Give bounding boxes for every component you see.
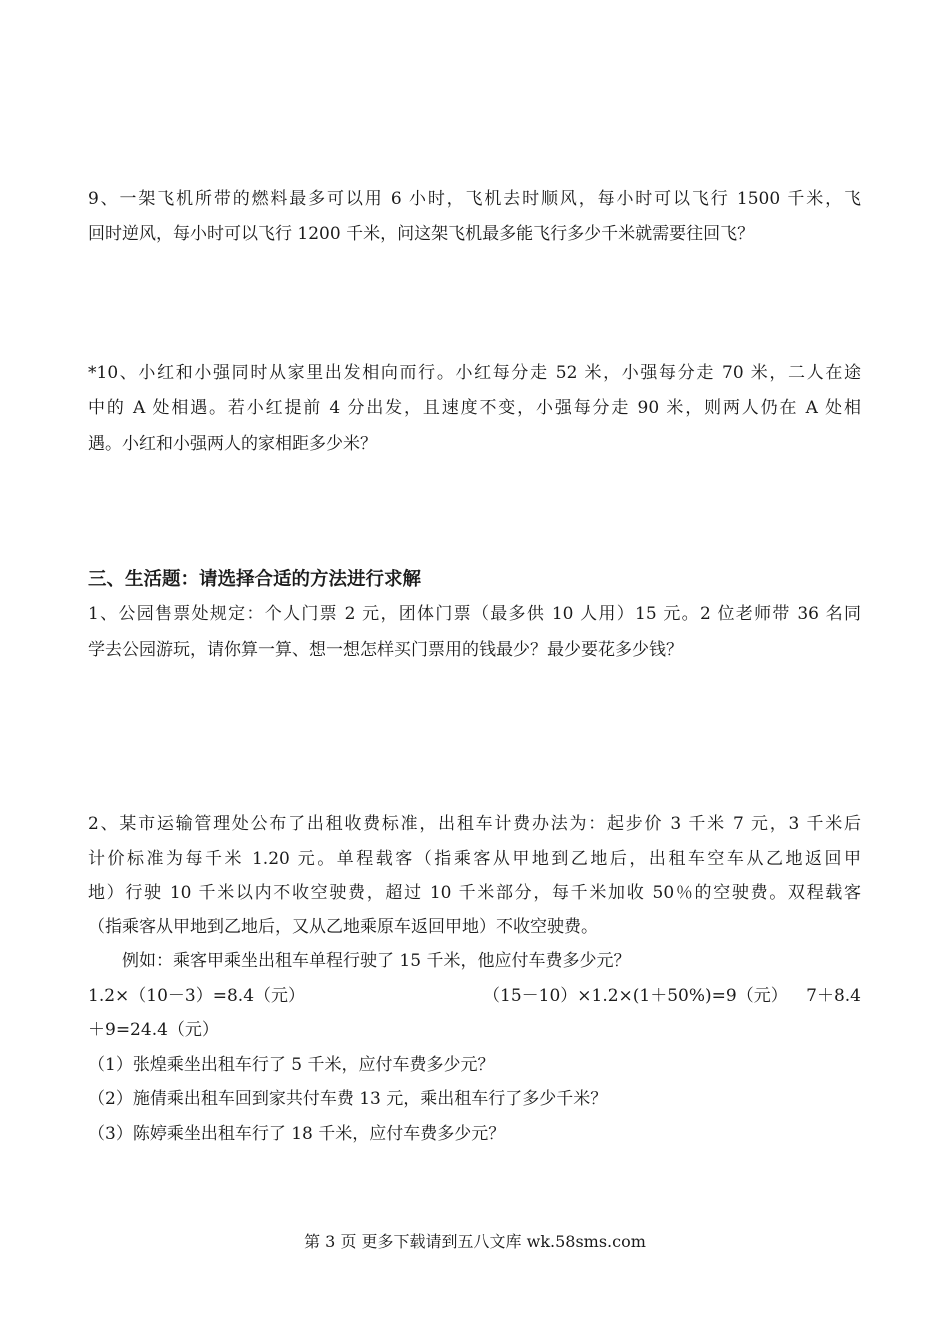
p2-sub-1: （1）张煌乘坐出租车行了 5 千米，应付车费多少元？ <box>88 1055 495 1075</box>
calc-step-1: 1.2×（10－3）=8.4（元） <box>88 986 306 1006</box>
p1-line-1: 1、公园售票处规定：个人门票 2 元，团体门票（最多供 10 人用）15 元。2 位老师带 36 名同 <box>88 604 861 624</box>
p2-line-3: 地）行驶 10 千米以内不收空驶费，超过 10 千米部分，每千米加收 50％的空驶费。双程载客 <box>88 883 861 903</box>
p2-sub-3: （3）陈婷乘坐出租车行了 18 千米，应付车费多少元？ <box>88 1124 506 1144</box>
calc-step-3b: ＋9=24.4（元） <box>88 1020 219 1040</box>
calc-step-2: （15－10）×1.2×(1＋50%)=9（元） <box>483 986 788 1006</box>
p2-sub-2: （2）施倩乘出租车回到家共付车费 13 元，乘出租车行了多少千米？ <box>88 1089 608 1109</box>
p2-line-2: 计价标准为每千米 1.20 元。单程载客（指乘客从甲地到乙地后，出租车空车从乙地返回甲 <box>88 849 861 869</box>
p1-line-2: 学去公园游玩，请你算一算、想一想怎样买门票用的钱最少？最少要花多少钱？ <box>88 640 683 660</box>
q9-line-1: 9、一架飞机所带的燃料最多可以用 6 小时，飞机去时顺风，每小时可以飞行 1500 千米，飞 <box>88 189 861 209</box>
p2-calc-row <box>88 986 861 1006</box>
q10-line-1: *10、小红和小强同时从家里出发相向而行。小红每分走 52 米，小强每分走 70 米，二人在途 <box>88 363 861 383</box>
section-heading: 三、生活题：请选择合适的方法进行求解 <box>88 569 422 590</box>
p2-line-1: 2、某市运输管理处公布了出租收费标准，出租车计费办法为：起步价 3 千米 7 元，3 千米后 <box>88 814 861 834</box>
q10-line-2: 中的 A 处相遇。若小红提前 4 分出发，且速度不变，小强每分走 90 米，则两人仍在 A 处相 <box>88 398 861 418</box>
q9-line-2: 回时逆风，每小时可以飞行 1200 千米，问这架飞机最多能飞行多少千米就需要往回飞？ <box>88 224 755 244</box>
q10-line-3: 遇。小红和小强两人的家相距多少米？ <box>88 434 377 454</box>
calc-step-3a: 7＋8.4 <box>806 986 861 1006</box>
p2-line-4: （指乘客从甲地到乙地后，又从乙地乘原车返回甲地）不收空驶费。 <box>88 917 598 937</box>
p2-example: 例如：乘客甲乘坐出租车单程行驶了 15 千米，他应付车费多少元？ <box>122 951 631 971</box>
page-footer: 第 3 页 更多下载请到五八文库 wk.58sms.com <box>304 1232 646 1251</box>
